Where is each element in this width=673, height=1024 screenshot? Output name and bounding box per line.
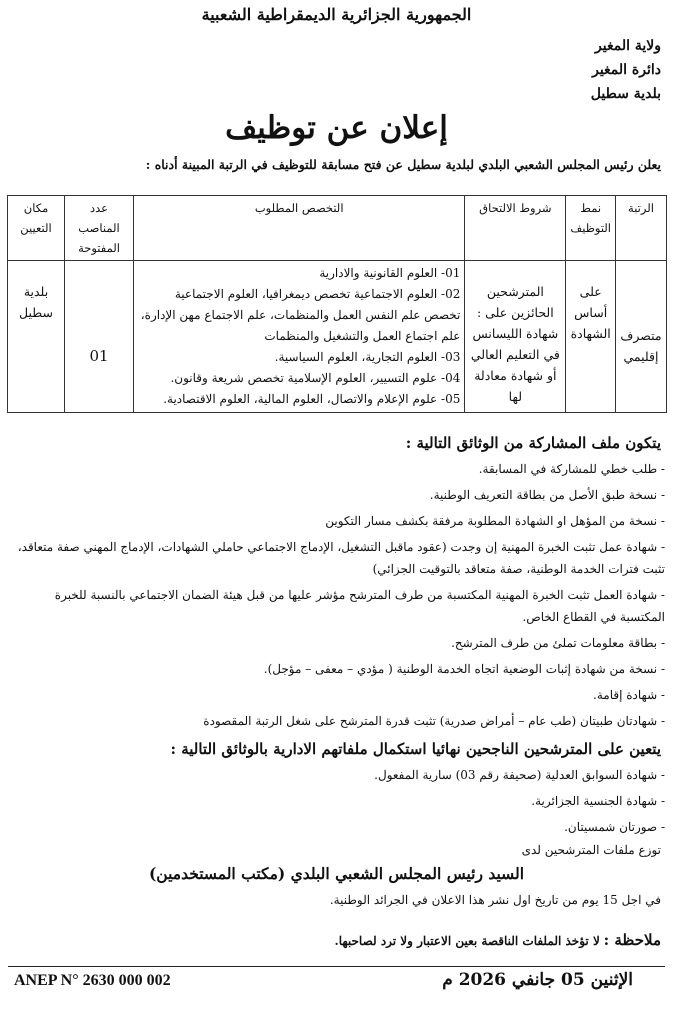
wilaya-label: ولاية المغير bbox=[595, 38, 661, 54]
specialty-item: 04- علوم التسيير، العلوم الإسلامية تخصص شريعة وقانون. bbox=[170, 371, 461, 385]
list-item: - شهادة العمل تثبت الخبرة المهنية المكتسبة من طرف المترشح مؤشر عليها من قبل هيئة الضمان الاجتماعي بالنسبة للخبرة المكتسبة في القطاع الخاص. bbox=[54, 588, 665, 624]
mayor-office: السيد رئيس المجلس الشعبي البلدي (مكتب المستخدمين) bbox=[148, 864, 525, 883]
list-item: - نسخة من شهادة إثبات الوضعية اتجاه الخدمة الوطنية ( مؤدي – معفى – مؤجل). bbox=[263, 662, 665, 676]
note bbox=[11, 930, 661, 951]
header-mode: نمط التوظيف bbox=[566, 196, 616, 261]
specialty-item: 03- العلوم التجارية، العلوم السياسية. bbox=[274, 350, 461, 364]
header-specialty: التخصص المطلوب bbox=[134, 196, 465, 261]
list-item: - صورتان شمسيتان. bbox=[564, 820, 665, 834]
specialty-item: 01- العلوم القانونية والادارية bbox=[319, 266, 461, 280]
list-item: - طلب خطي للمشاركة في المسابقة. bbox=[478, 462, 665, 476]
intro-text: يعلن رئيس المجلس الشعبي البلدي لبلدية سطيل عن فتح مسابقة للتوظيف في الرتبة المبينة أدناه : bbox=[145, 157, 661, 172]
cell-positions: 01 bbox=[65, 261, 134, 413]
list-item: - شهادة إقامة. bbox=[593, 688, 665, 702]
final-document-list bbox=[10, 764, 665, 842]
recruitment-table bbox=[7, 195, 667, 413]
list-item: - بطاقة معلومات تملئ من طرف المترشح. bbox=[451, 636, 665, 650]
cell-location: بلدية سطيل bbox=[8, 261, 65, 413]
list-item: - شهادة الجنسية الجزائرية. bbox=[531, 794, 665, 808]
cell-specialties bbox=[134, 261, 465, 413]
list-item: - شهادة السوابق العدلية (صحيفة رقم 03) سارية المفعول. bbox=[374, 768, 665, 782]
header-positions: عدد المناصب المفتوحة bbox=[65, 196, 134, 261]
deposit-text: توزع ملفات المترشحين لدى bbox=[521, 843, 661, 857]
list-item: - نسخة من المؤهل او الشهادة المطلوبة مرفقة بكشف مسار التكوين bbox=[325, 514, 665, 528]
list-item: - شهادتان طبيتان (طب عام – أمراض صدرية) تثبت قدرة المترشح على شغل الرتبة المقصودة bbox=[203, 714, 665, 728]
specialty-item: 05- علوم الإعلام والاتصال، العلوم المالية، العلوم الاقتصادية. bbox=[163, 392, 461, 406]
anep-reference: ANEP N° 2630 000 002 bbox=[14, 972, 171, 989]
admin-block bbox=[591, 34, 661, 106]
table-row bbox=[8, 261, 667, 413]
commune-label: بلدية سطيل bbox=[590, 86, 661, 102]
list-item: - شهادة عمل تثبت الخبرة المهنية إن وجدت (عقود ماقبل التشغيل، الإدماج الاجتماعي حاملي الشهادات، الإدماج المهني صفة متعاقد، تثبت فترات الخدمة الوطنية، صفة متعاقد بالتوقيت الجزائي) bbox=[17, 540, 665, 576]
table-header-row bbox=[8, 196, 667, 261]
announcement-title: إعلان عن توظيف bbox=[225, 110, 448, 146]
specialty-item: 02- العلوم الاجتماعية تخصص ديمغرافيا، العلوم الاجتماعية تخصص علم النفس العمل والمنظمات، علم الاجتماع مهن الإدارة، علم اجتماع العمل والتشغيل والمنظمات bbox=[140, 287, 461, 343]
header-conditions: شروط الالتحاق bbox=[465, 196, 566, 261]
cell-conditions: المترشحين الحائزين على : شهادة الليسانس في التعليم العالي أو شهادة معادلة لها bbox=[465, 261, 566, 413]
list-item: - نسخة طبق الأصل من بطاقة التعريف الوطنية. bbox=[429, 488, 665, 502]
header-grade: الرتبة bbox=[616, 196, 667, 261]
note-text: لا تؤخذ الملفات الناقصة بعين الاعتبار ولا ترد لصاحبها. bbox=[334, 934, 600, 948]
header-location: مكان التعيين bbox=[8, 196, 65, 261]
final-section-heading: يتعين على المترشحين الناجحين نهائيا استكمال ملفاتهم الادارية بالوثائق التالية : bbox=[170, 740, 661, 758]
note-label: ملاحظة : bbox=[603, 931, 661, 949]
republic-header: الجمهورية الجزائرية الديمقراطية الشعبية bbox=[201, 5, 472, 24]
daira-label: دائرة المغير bbox=[592, 62, 661, 78]
footer-divider bbox=[8, 966, 665, 967]
file-section-heading: يتكون ملف المشاركة من الوثائق التالية : bbox=[405, 434, 661, 452]
deadline-text: في اجل 15 يوم من تاريخ اول نشر هذا الاعلان في الجرائد الوطنية. bbox=[329, 893, 661, 907]
cell-mode: على أساس الشهادة bbox=[566, 261, 616, 413]
publication-date: الإثنين 05 جانفي 2026 م bbox=[442, 970, 633, 990]
file-document-list bbox=[10, 458, 665, 736]
cell-grade: متصرف إقليمي bbox=[616, 261, 667, 413]
